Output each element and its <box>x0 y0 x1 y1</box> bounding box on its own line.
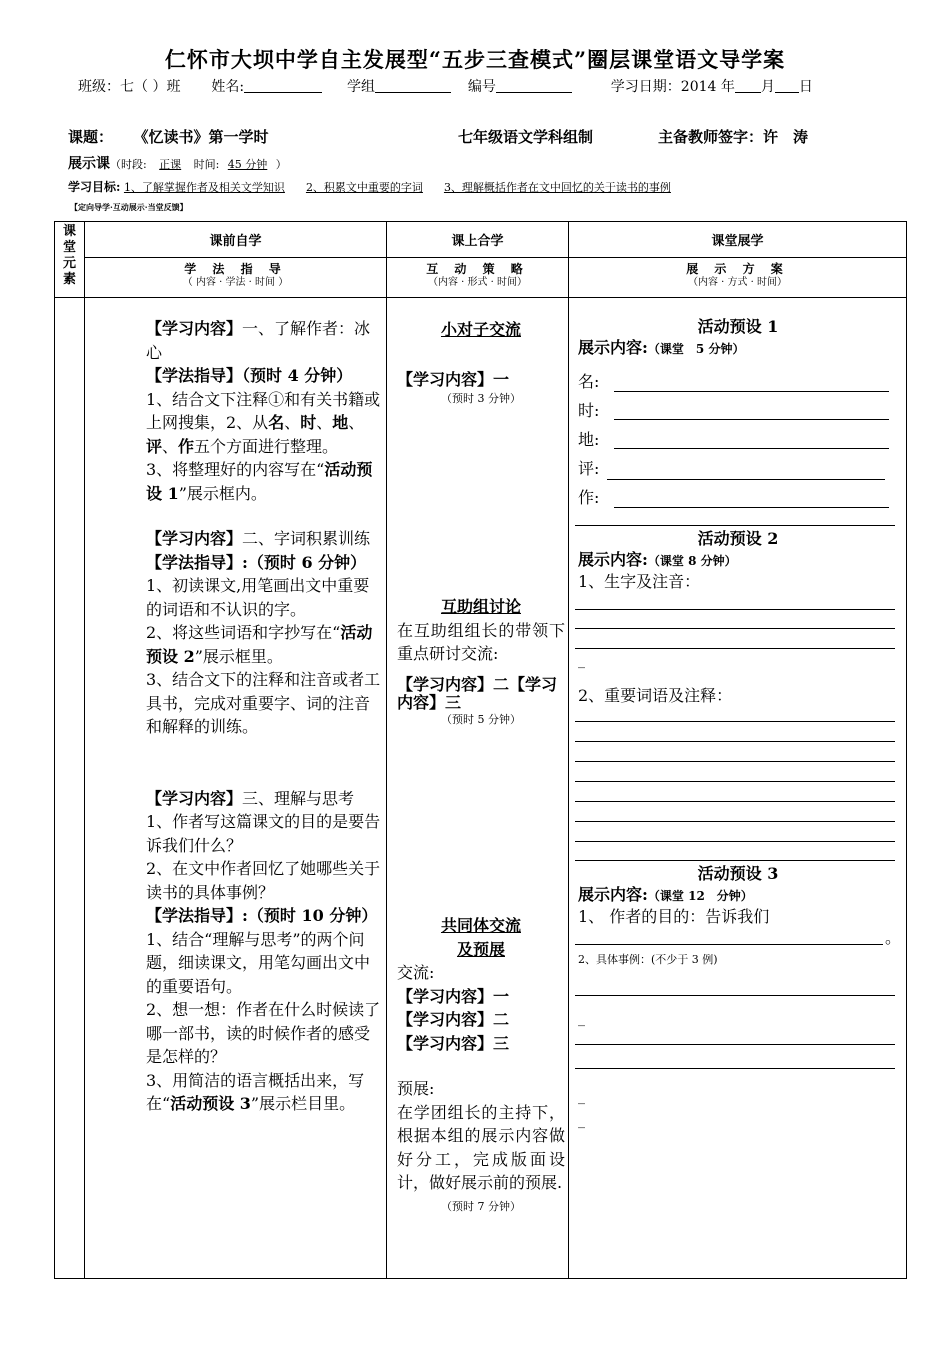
s2-content: 二、字词积累训练 <box>242 529 371 548</box>
s3-method-label: 【学法指导】:（预时 10 分钟） <box>146 906 378 925</box>
vocab-line-1[interactable] <box>575 609 895 610</box>
activity-2-q1: 1、生字及注音： <box>578 571 701 591</box>
kw-place: 地 <box>332 413 349 432</box>
pair-exchange-time: （预时 3 分钟） <box>441 392 521 405</box>
goals-label: 学习目标: <box>68 180 121 194</box>
side-char: 课 <box>62 224 76 239</box>
pair-exchange-title: 小对子交流 <box>440 320 521 339</box>
group-discussion-title: 互助组讨论 <box>440 597 521 616</box>
group-label: 学组 <box>346 79 375 95</box>
preview-time: （预时 7 分钟） <box>441 1199 521 1213</box>
s1-step-3-b: ”展示框内。 <box>178 483 267 503</box>
class-label: 班级：七（ ）班 <box>78 79 181 95</box>
s3-content: 三、理解与思考 <box>242 788 355 808</box>
info-line <box>78 76 813 96</box>
number-field[interactable] <box>496 78 572 93</box>
purpose-line[interactable] <box>575 944 883 945</box>
col3-sub-title: 展 示 方 案 <box>686 262 789 276</box>
time-label: 时间: <box>193 158 220 171</box>
day-field[interactable] <box>775 78 799 93</box>
kw-time: 时 <box>300 413 317 432</box>
col2-sub-note: （内容 · 形式 · 时间） <box>427 277 528 288</box>
activity-3-title: 活动预设 3 <box>697 864 779 883</box>
lesson-table <box>54 221 907 1279</box>
words-line-5[interactable] <box>575 801 895 802</box>
col1-header: 课前自学 <box>85 222 387 258</box>
col1-body <box>85 298 387 1279</box>
s2-step-2-ref: 活动预设 2 <box>146 623 373 666</box>
period-close: ） <box>275 158 287 171</box>
s3-step-3-a: 3、用简洁的语言概括出来，写在“ <box>146 1070 365 1113</box>
activity-1-time: （课堂 5 分钟） <box>647 341 745 356</box>
goal-3: 3、理解概括作者在文中回忆的关于读书的事例 <box>443 181 671 194</box>
community-title-1: 共同体交流 <box>440 916 521 935</box>
activity-3-show-label: 展示内容: <box>578 884 648 904</box>
examples-line-1[interactable] <box>575 995 895 996</box>
field-name-line[interactable] <box>614 391 889 392</box>
col2-header: 课上合学 <box>387 222 569 258</box>
period-value: 正课 <box>159 158 182 171</box>
s3-step-1: 1、结合“理解与思考”的两个问题，细读课文，用笔勾画出文中的重要语句。 <box>146 929 371 996</box>
field-name-label: 名: <box>578 372 600 391</box>
group-field[interactable] <box>375 78 451 93</box>
activity-3-time: （课堂 12 分钟） <box>647 888 753 903</box>
s2-step-1: 1、初读课文,用笔画出文中重要的词语和不认识的字。 <box>146 576 370 619</box>
month-label: 月 <box>760 79 775 95</box>
s3-step-2: 2、想一想：作者在什么时候读了哪一部书，读的时候作者的感受是怎样的？ <box>146 1000 381 1066</box>
period-label: （时段: <box>110 158 147 171</box>
field-works-line[interactable] <box>614 507 889 508</box>
field-review-line[interactable] <box>607 479 885 480</box>
activity-2 <box>578 527 898 593</box>
learning-goals <box>68 178 671 195</box>
col3-body <box>569 298 907 1279</box>
col2-subheader <box>387 258 569 298</box>
col1-sub-note: （ 内容 · 学法 · 时间 ） <box>182 277 289 288</box>
col3-subheader <box>569 258 907 298</box>
s2-step-3: 3、结合文下的注释和注音或者工具书，完成对重要字、词的注音和解释的训练。 <box>146 670 381 736</box>
community-title-2: 及预展 <box>456 939 505 959</box>
col1-subheader <box>85 258 387 298</box>
words-line-8[interactable] <box>575 860 895 861</box>
s2-content-label: 【学习内容】 <box>146 529 243 548</box>
topic-line <box>68 126 269 147</box>
dash-mark: _ <box>578 1089 585 1105</box>
s1-content-label: 【学习内容】 <box>146 319 243 338</box>
words-line-3[interactable] <box>575 761 895 762</box>
words-line-1[interactable] <box>575 721 895 722</box>
activity-3-q1: 1、 作者的目的：告诉我们 <box>578 906 770 926</box>
group-discussion-time: （预时 5 分钟） <box>441 712 521 726</box>
preview-label: 预展: <box>397 1079 435 1098</box>
col3-header: 课堂展学 <box>569 222 907 258</box>
s2-line1 <box>146 527 381 551</box>
field-place-label: 地: <box>578 430 600 449</box>
month-field[interactable] <box>735 78 761 93</box>
community-content-2: 【学习内容】二 <box>397 1010 510 1029</box>
words-line-2[interactable] <box>575 741 895 742</box>
s2-step-2 <box>146 621 381 668</box>
purpose-period: 。 <box>885 928 902 947</box>
s1-step-3-a: 3、将整理好的内容写在“ <box>146 460 325 479</box>
side-body <box>55 298 85 1279</box>
col2-body <box>387 298 569 1279</box>
time-value: 45 分钟 <box>227 158 268 171</box>
vocab-line-3[interactable] <box>575 648 895 649</box>
s2-method-label: 【学法指导】:（预时 6 分钟） <box>146 552 367 572</box>
s1-content: 一、了解作者：冰心 <box>146 319 371 362</box>
activity-2-q2: 2、重要词语及注释： <box>578 686 733 705</box>
day-label: 日 <box>798 79 813 95</box>
show-label: 展示课 <box>68 156 110 172</box>
date-label: 学习日期：2014 年 <box>610 79 735 95</box>
s1-step-1: 1、结合文下注释①和有关书籍或上网搜集，2、从名、时、地、评、作五个方面进行整理。 <box>146 389 381 456</box>
dash-mark: _ <box>578 653 585 669</box>
pair-exchange-content: 【学习内容】一 <box>397 369 510 389</box>
s1-step-1-end: 五个方面进行整理。 <box>194 436 339 456</box>
s1-step-3 <box>146 458 381 505</box>
kw-name: 名 <box>268 413 285 432</box>
col1-sub-title: 学 法 指 导 <box>184 262 287 276</box>
community-content-1: 【学习内容】一 <box>397 986 510 1006</box>
words-line-7[interactable] <box>575 841 895 842</box>
activity-2-show-label: 展示内容: <box>578 549 648 569</box>
words-line-4[interactable] <box>575 781 895 782</box>
vocab-line-2[interactable] <box>575 628 895 629</box>
field-place-line[interactable] <box>614 448 889 449</box>
topic: 《忆读书》第一学时 <box>133 128 269 146</box>
s3-step-3-ref: 活动预设 3 <box>170 1094 251 1113</box>
s3-question-2: 2、在文中作者回忆了她哪些关于读书的具体事例？ <box>146 859 381 902</box>
number-label: 编号 <box>467 79 496 95</box>
activity-1-line-extra[interactable] <box>575 525 895 526</box>
subject-group: 七年级语文学科组制 <box>458 128 594 146</box>
page-title: 仁怀市大坝中学自主发展型“五步三查模式”圈层课堂语文导学案 <box>164 47 786 72</box>
col3-sub-note: （内容 · 方式 · 时间） <box>687 277 788 288</box>
kw-works: 作 <box>178 436 195 456</box>
field-time-label: 时: <box>578 401 600 420</box>
name-label: 姓名: <box>211 79 245 95</box>
dash-mark: _ <box>578 1011 585 1027</box>
s2-step-2-a: 2、将这些词语和字抄写在“ <box>146 623 341 642</box>
side-header <box>55 222 85 298</box>
activity-3 <box>578 862 898 928</box>
words-line-6[interactable] <box>575 821 895 822</box>
s3-step-3 <box>146 1069 381 1116</box>
activity-1-show-label: 展示内容: <box>578 337 648 357</box>
s2-step-2-b: ”展示框里。 <box>194 646 283 666</box>
s3-step-3-b: ”展示栏目里。 <box>250 1094 356 1113</box>
mode-tag: 【定向导学·互动展示·当堂反馈】 <box>70 202 188 212</box>
examples-line-2[interactable] <box>575 1044 895 1045</box>
activity-2-title: 活动预设 2 <box>697 529 779 548</box>
s1-step-1-text: 1、结合文下注释①和有关书籍或上网搜集，2、从 <box>146 389 381 432</box>
side-char: 元 <box>62 256 76 271</box>
dash-mark: _ <box>578 1113 585 1129</box>
activity-1 <box>578 315 898 358</box>
name-field[interactable] <box>244 78 322 93</box>
community-exchange-label: 交流: <box>397 963 435 982</box>
side-char: 素 <box>62 272 76 287</box>
goal-1: 1、了解掌握作者及相关文学知识 <box>123 181 285 194</box>
examples-line-3[interactable] <box>575 1068 895 1069</box>
teacher-signature: 主备教师签字：许 涛 <box>658 128 809 146</box>
activity-1-title: 活动预设 1 <box>697 317 779 336</box>
goal-2: 2、积累文中重要的字词 <box>305 181 423 194</box>
s3-question-1: 1、作者写这篇课文的目的是要告诉我们什么？ <box>146 812 381 855</box>
group-discussion-content: 【学习内容】二【学习内容】三 <box>397 674 558 712</box>
s3-content-label: 【学习内容】 <box>146 788 243 808</box>
s3-line1 <box>146 787 381 811</box>
s1-line1 <box>146 317 381 364</box>
field-works-label: 作: <box>578 488 600 507</box>
activity-2-time: （课堂 8 分钟） <box>647 553 737 568</box>
s1-method-label: 【学法指导】（预时 4 分钟） <box>146 366 353 385</box>
side-char: 堂 <box>62 240 76 255</box>
group-discussion-text: 在互助组组长的带领下重点研讨交流: <box>397 620 565 663</box>
field-time-line[interactable] <box>614 419 889 420</box>
kw-review: 评 <box>146 436 163 456</box>
preview-text: 在学团组长的主持下，根据本组的展示内容做好分工，完成版面设计，做好展示前的预展. <box>397 1102 565 1192</box>
community-content-3: 【学习内容】三 <box>397 1033 510 1053</box>
col2-sub-title: 互 动 策 略 <box>426 262 529 276</box>
activity-3-q2: 2、具体事例：(不少于 3 例) <box>578 953 718 966</box>
show-line <box>68 153 287 173</box>
topic-label: 课题： <box>68 128 114 146</box>
field-review-label: 评: <box>578 459 600 478</box>
s1-step-3-ref: 活动预设 1 <box>146 460 373 503</box>
